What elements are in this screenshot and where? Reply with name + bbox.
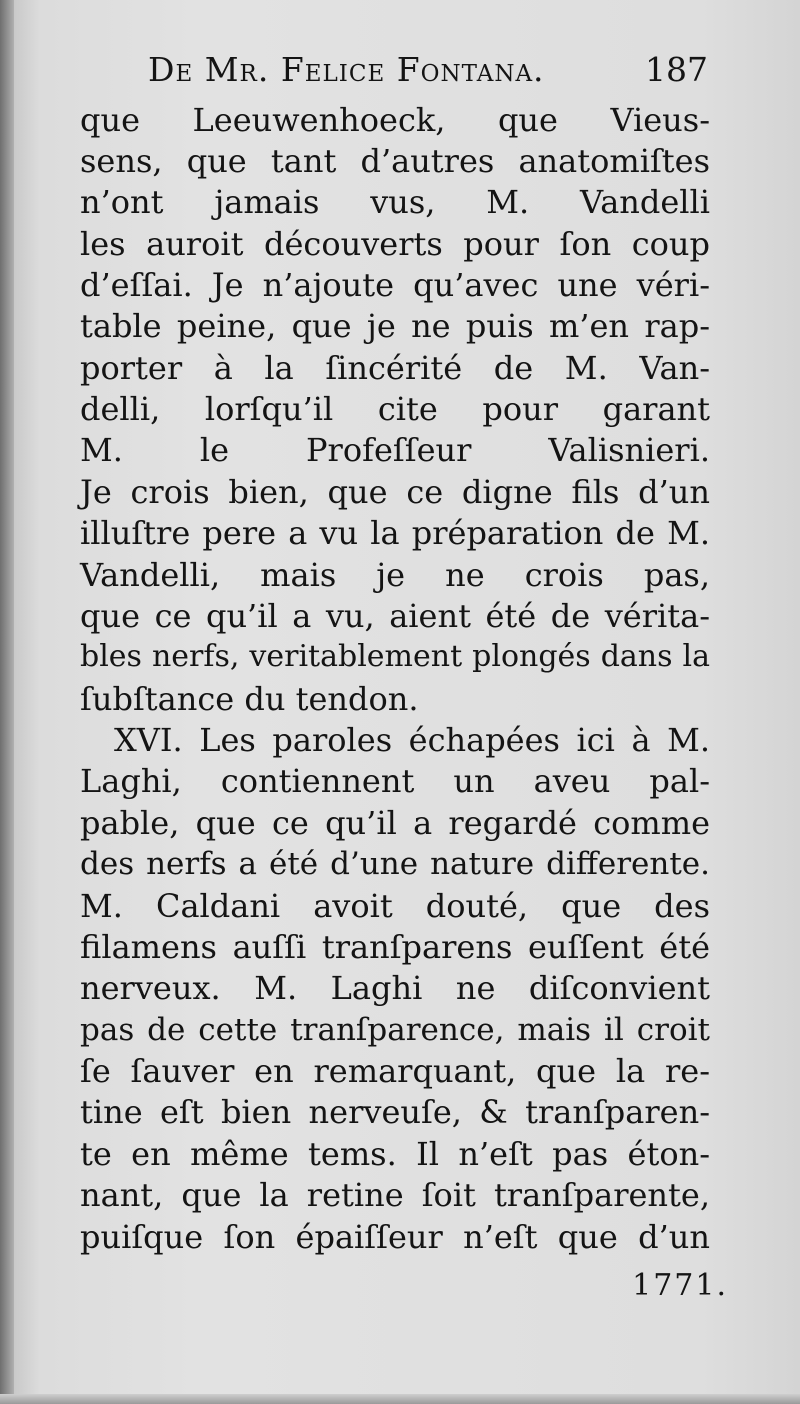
text-line: des nerfs a été d’une nature differente. [80, 846, 710, 882]
text-line: puiſque ſon épaiſſeur n’eſt que d’un [80, 1218, 710, 1256]
text-line: d’eſſai. Je n’ajoute qu’avec une véri- [80, 266, 710, 304]
text-line: tine eſt bien nerveuſe, & tranſparen- [80, 1093, 710, 1131]
text-line: sens, que tant d’autres anatomiſtes [80, 142, 710, 180]
text-line: Je crois bien, que ce digne fils d’un [80, 473, 710, 511]
text-line: XVI. Les paroles échapées ici à M. [114, 721, 710, 759]
page-binding-edge [0, 0, 14, 1404]
text-line: n’ont jamais vus, M. Vandelli [80, 183, 710, 221]
text-line: te en même tems. Il n’eſt pas éton- [80, 1135, 710, 1173]
text-line: pas de cette tranſparence, mais il croit [80, 1012, 710, 1048]
text-line: illuſtre pere a vu la préparation de M. [80, 514, 710, 552]
text-line: pable, que ce qu’il a regardé comme [80, 804, 710, 842]
text-line: filamens auſſi tranſparens euſſent été [80, 928, 710, 966]
text-line: nant, que la retine ſoit tranſparente, [80, 1176, 710, 1214]
running-title: De Mr. Felice Fontana. [148, 50, 545, 89]
text-line: les auroit découverts pour ſon coup [80, 225, 710, 263]
running-head [148, 50, 708, 100]
text-line: delli, lorſqu’il cite pour garant [80, 390, 710, 428]
text-line: porter à la ſincérité de M. Van- [80, 349, 710, 387]
text-line: ſubſtance du tendon. [80, 680, 419, 718]
catchword: 1771. [632, 1268, 728, 1303]
page-bottom-edge [0, 1394, 800, 1404]
text-line: que Leeuwenhoeck, que Vieus- [80, 101, 710, 139]
text-line: nerveux. M. Laghi ne diſconvient [80, 969, 710, 1007]
page-number: 187 [645, 50, 708, 89]
text-line: M. Caldani avoit douté, que des [80, 887, 710, 925]
text-line: table peine, que je ne puis m’en rap- [80, 307, 710, 345]
text-line: ſe ſauver en remarquant, que la re- [80, 1052, 710, 1090]
text-line: M. le Profeſſeur Valisnieri. [80, 431, 710, 469]
text-line: bles nerfs, veritablement plongés dans la [80, 639, 710, 674]
text-line: Vandelli, mais je ne crois pas, [80, 556, 710, 594]
text-line: Laghi, contiennent un aveu pal- [80, 762, 710, 800]
text-line: que ce qu’il a vu, aient été de vérita- [80, 597, 710, 635]
